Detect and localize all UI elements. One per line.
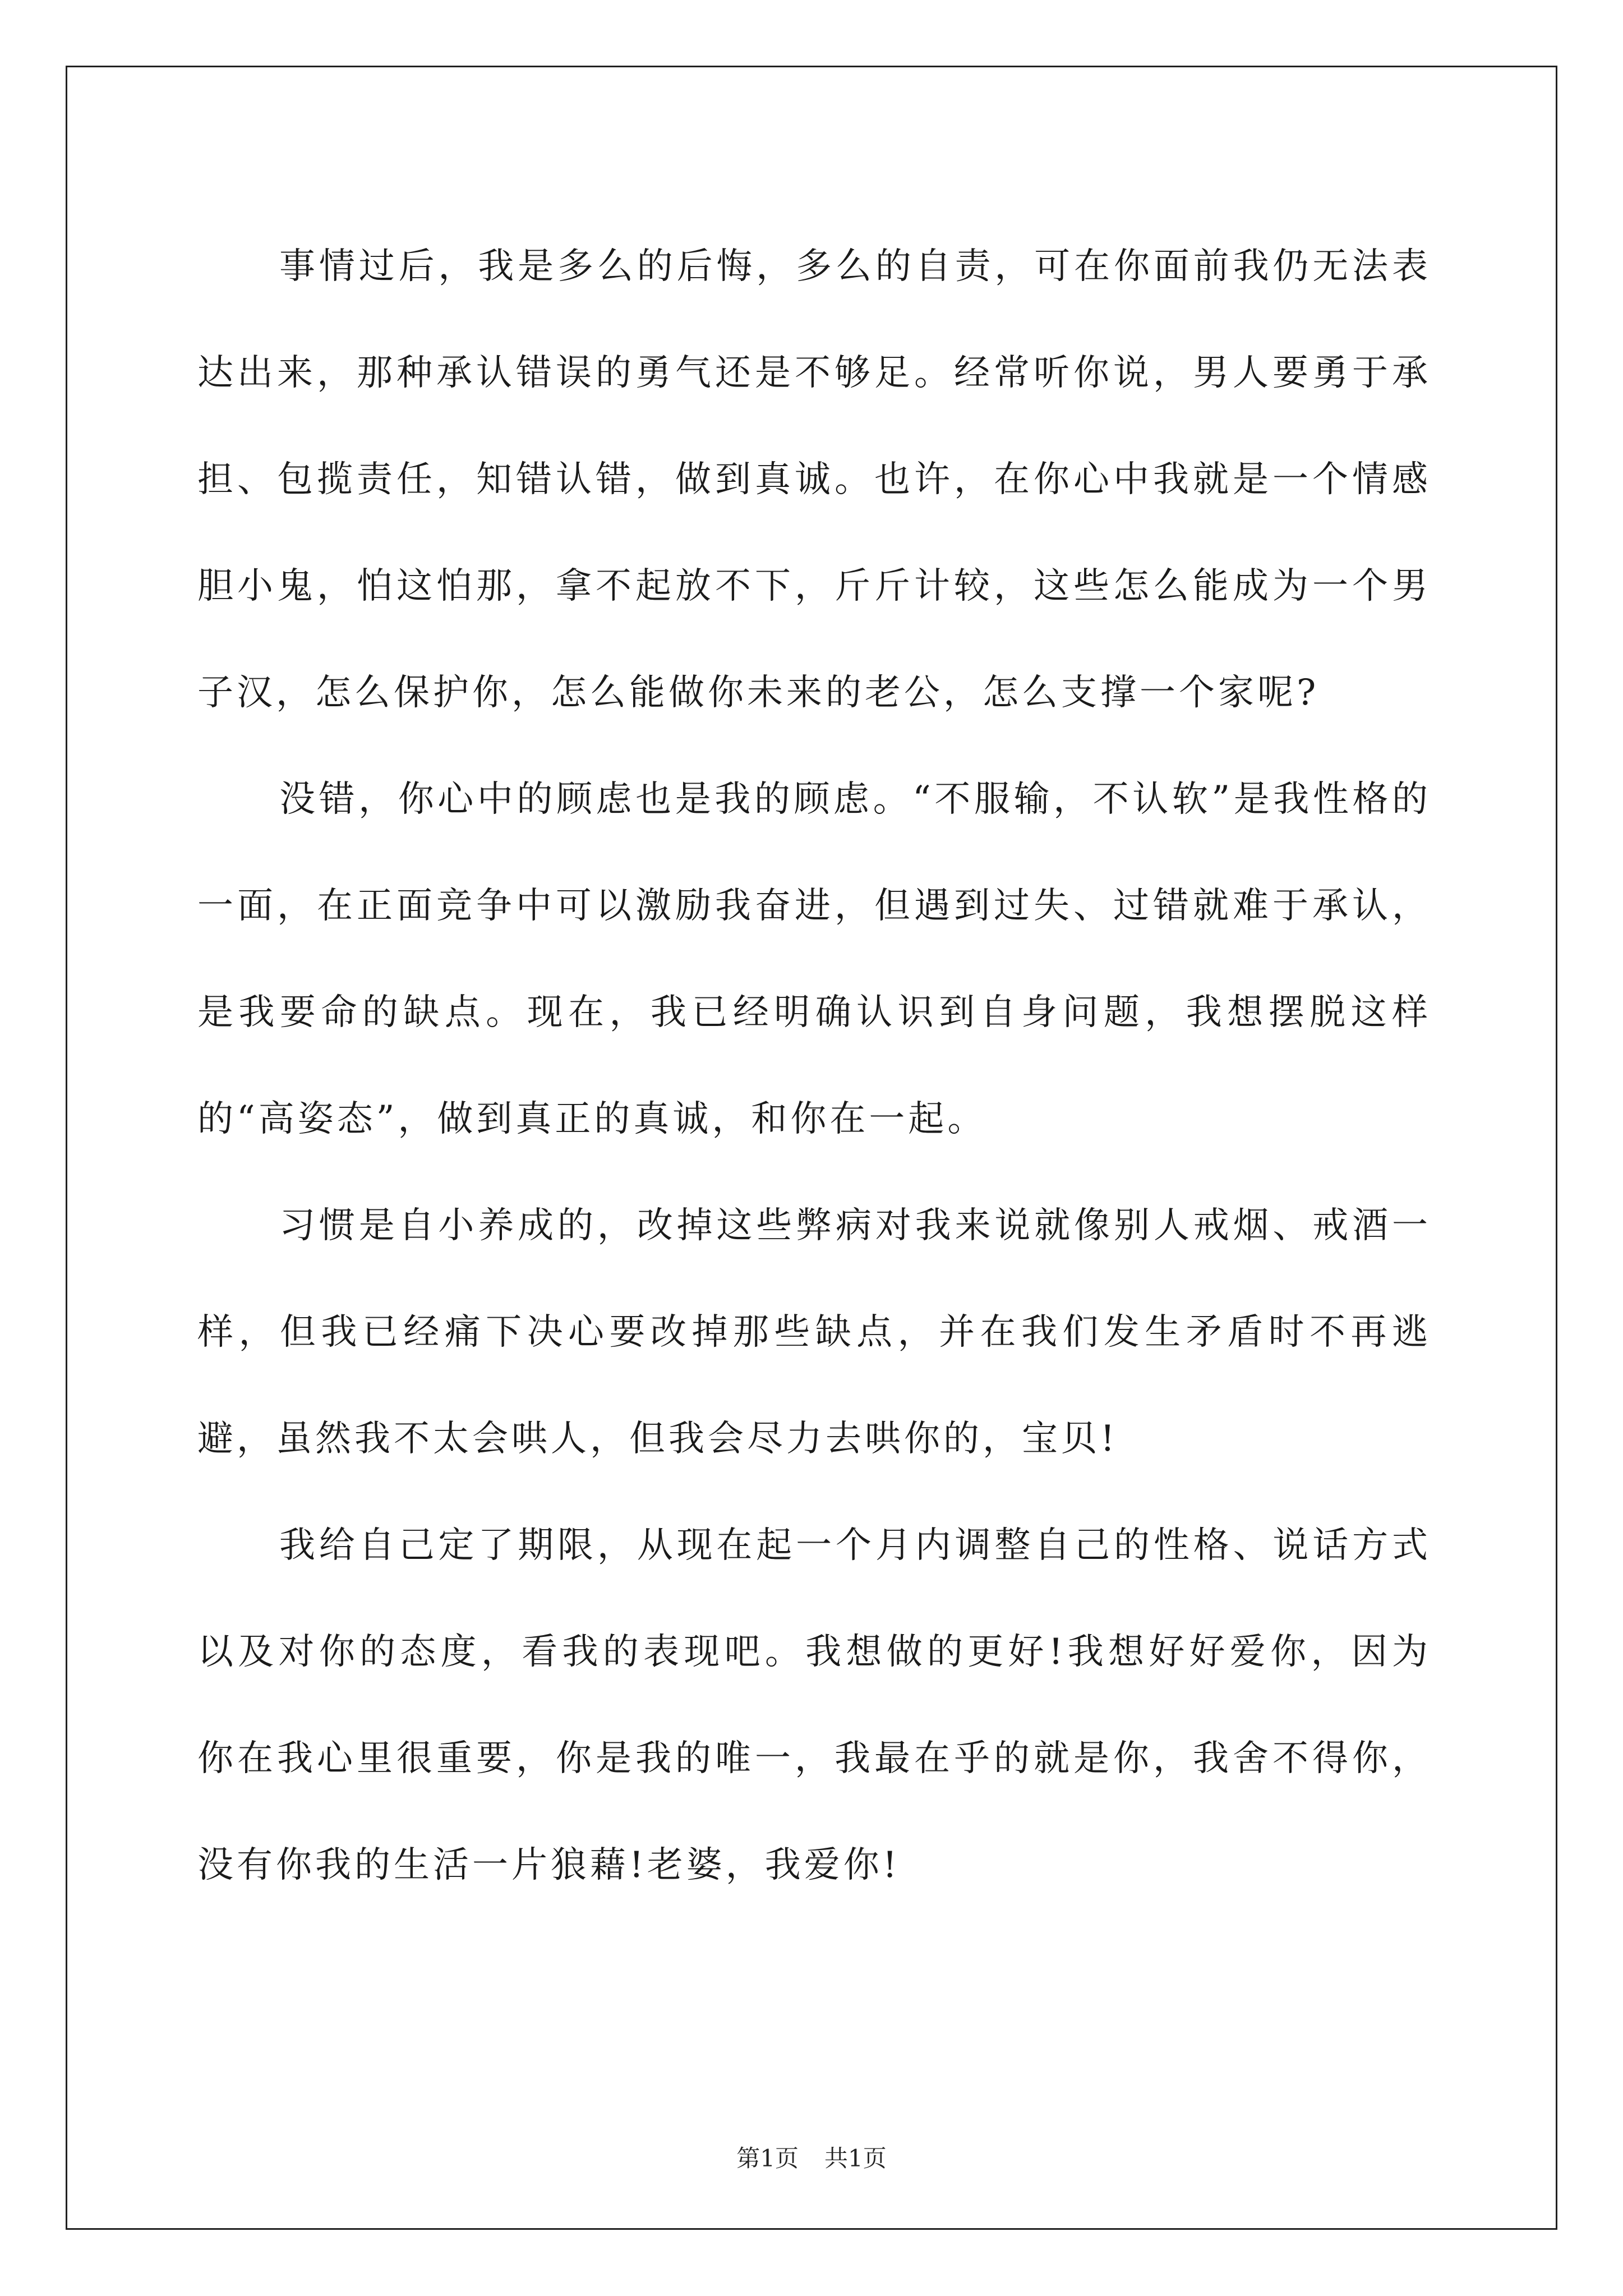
page-footer: [0, 2142, 1623, 2175]
document-body: [197, 213, 1431, 1918]
paragraph: 事情过后，我是多么的后悔，多么的自责，可在你面前我仍无法表达出来，那种承认错误的勇气还是不够足。经常听你说，男人要勇于承担、包揽责任，知错认错，做到真诚。也许，在你心中我就是一个情感胆小鬼，怕这怕那，拿不起放不下，斤斤计较，这些怎么能成为一个男子汉，怎么保护你，怎么能做你未来的老公，怎么支撑一个家呢?: [197, 246, 1431, 714]
page-number-total: 共1页: [824, 2145, 887, 2172]
page-number-current: 第1页: [736, 2145, 799, 2172]
paragraph: 没错，你心中的顾虑也是我的顾虑。“不服输，不认软”是我性格的一面，在正面竞争中可以激励我奋进，但遇到过失、过错就难于承认，是我要命的缺点。现在，我已经明确认识到自身问题，我想摆脱这样的“高姿态”，做到真正的真诚，和你在一起。: [197, 779, 1431, 1140]
paragraph: 我给自己定了期限，从现在起一个月内调整自己的性格、说话方式以及对你的态度，看我的表现吧。我想做的更好!我想好好爱你，因为你在我心里很重要，你是我的唯一，我最在乎的就是你，我舍不得你，没有你我的生活一片狼藉!老婆，我爱你!: [197, 1525, 1431, 1886]
paragraph: 习惯是自小养成的，改掉这些弊病对我来说就像别人戒烟、戒酒一样，但我已经痛下决心要改掉那些缺点，并在我们发生矛盾时不再逃避，虽然我不太会哄人，但我会尽力去哄你的，宝贝!: [197, 1205, 1431, 1460]
